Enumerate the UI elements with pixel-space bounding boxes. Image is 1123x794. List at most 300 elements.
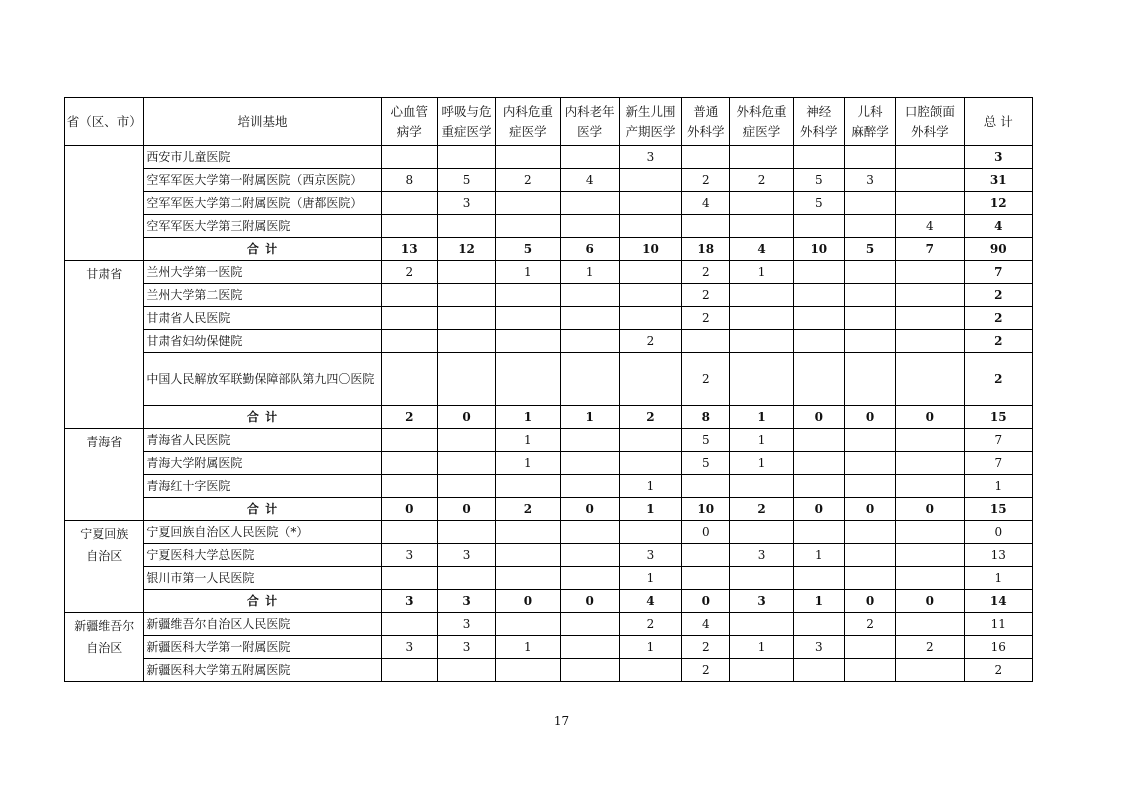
quota-cell: 3	[437, 544, 495, 567]
institution-name: 空军军医大学第一附属医院（西京医院）	[144, 169, 381, 192]
table-row	[65, 544, 1033, 567]
quota-cell	[793, 452, 844, 475]
quota-cell: 3	[437, 192, 495, 215]
quota-cell: 1	[560, 261, 619, 284]
quota-cell: 0	[560, 498, 619, 521]
quota-cell	[793, 429, 844, 452]
institution-name: 甘肃省人民医院	[144, 307, 381, 330]
quota-cell	[793, 307, 844, 330]
quota-cell: 8	[381, 169, 437, 192]
quota-cell	[381, 475, 437, 498]
quota-cell	[730, 475, 793, 498]
quota-cell	[896, 307, 964, 330]
quota-cell	[560, 613, 619, 636]
table-row	[65, 429, 1033, 452]
quota-cell	[896, 353, 964, 406]
quota-cell	[896, 659, 964, 682]
quota-cell: 1	[496, 261, 560, 284]
quota-cell	[560, 353, 619, 406]
subtotal-row	[65, 238, 1033, 261]
quota-cell: 2	[619, 330, 681, 353]
quota-cell	[896, 146, 964, 169]
quota-cell: 1	[730, 261, 793, 284]
quota-cell: 2	[381, 261, 437, 284]
table-row	[65, 613, 1033, 636]
quota-cell	[730, 659, 793, 682]
quota-cell	[619, 284, 681, 307]
table-body	[65, 146, 1033, 682]
quota-cell	[682, 544, 730, 567]
quota-cell	[560, 192, 619, 215]
quota-cell	[844, 521, 895, 544]
row-total-cell: 7	[964, 429, 1032, 452]
column-header: 省（区、市）	[65, 98, 144, 146]
quota-cell	[560, 307, 619, 330]
quota-cell	[560, 146, 619, 169]
quota-cell	[560, 475, 619, 498]
quota-cell	[619, 429, 681, 452]
quota-cell	[619, 261, 681, 284]
quota-cell	[896, 330, 964, 353]
quota-cell: 2	[682, 659, 730, 682]
quota-cell	[381, 307, 437, 330]
quota-cell: 3	[381, 636, 437, 659]
quota-cell: 1	[730, 452, 793, 475]
quota-cell	[896, 521, 964, 544]
institution-name: 甘肃省妇幼保健院	[144, 330, 381, 353]
quota-cell	[896, 567, 964, 590]
quota-cell: 2	[682, 261, 730, 284]
quota-cell	[560, 636, 619, 659]
institution-name: 宁夏医科大学总医院	[144, 544, 381, 567]
quota-cell	[381, 521, 437, 544]
table-row	[65, 307, 1033, 330]
quota-cell: 1	[496, 636, 560, 659]
quota-cell: 5	[793, 192, 844, 215]
quota-cell: 4	[560, 169, 619, 192]
quota-cell: 2	[496, 498, 560, 521]
quota-cell	[844, 659, 895, 682]
quota-cell	[437, 429, 495, 452]
quota-cell	[496, 192, 560, 215]
table-row	[65, 521, 1033, 544]
institution-name: 中国人民解放军联勤保障部队第九四〇医院	[144, 353, 381, 406]
row-total-cell: 7	[964, 261, 1032, 284]
column-header: 口腔颌面 外科学	[896, 98, 964, 146]
quota-cell: 3	[619, 146, 681, 169]
row-total-cell: 15	[964, 498, 1032, 521]
quota-cell	[619, 307, 681, 330]
column-header: 神经 外科学	[793, 98, 844, 146]
quota-cell: 2	[682, 353, 730, 406]
table-row	[65, 659, 1033, 682]
quota-cell	[730, 284, 793, 307]
quota-cell: 1	[793, 544, 844, 567]
table-row	[65, 169, 1033, 192]
quota-cell: 4	[682, 192, 730, 215]
quota-cell	[844, 452, 895, 475]
quota-cell	[437, 261, 495, 284]
quota-cell	[381, 284, 437, 307]
training-base-table	[64, 97, 1033, 682]
quota-cell	[793, 146, 844, 169]
quota-cell: 4	[619, 590, 681, 613]
subtotal-label: 合 计	[144, 406, 381, 429]
quota-cell: 3	[437, 590, 495, 613]
quota-cell	[896, 169, 964, 192]
quota-cell: 0	[896, 498, 964, 521]
quota-cell: 4	[730, 238, 793, 261]
quota-cell: 2	[730, 169, 793, 192]
quota-cell	[844, 544, 895, 567]
quota-cell	[496, 330, 560, 353]
quota-cell	[793, 659, 844, 682]
quota-cell	[682, 146, 730, 169]
subtotal-row	[65, 590, 1033, 613]
row-total-cell: 12	[964, 192, 1032, 215]
quota-cell: 5	[682, 429, 730, 452]
quota-cell: 0	[793, 406, 844, 429]
province-cell: 甘肃省	[65, 261, 144, 429]
quota-cell: 0	[896, 406, 964, 429]
quota-cell	[730, 521, 793, 544]
subtotal-row	[65, 498, 1033, 521]
quota-cell	[496, 521, 560, 544]
quota-cell: 0	[896, 590, 964, 613]
quota-cell	[619, 353, 681, 406]
quota-cell	[381, 452, 437, 475]
quota-cell: 18	[682, 238, 730, 261]
subtotal-row	[65, 406, 1033, 429]
quota-cell	[682, 475, 730, 498]
institution-name: 新疆医科大学第五附属医院	[144, 659, 381, 682]
table-row	[65, 284, 1033, 307]
quota-cell	[496, 284, 560, 307]
row-total-cell: 15	[964, 406, 1032, 429]
quota-cell: 13	[381, 238, 437, 261]
column-header: 内科老年 医学	[560, 98, 619, 146]
quota-cell	[730, 215, 793, 238]
institution-name: 空军军医大学第三附属医院	[144, 215, 381, 238]
row-total-cell: 1	[964, 475, 1032, 498]
quota-cell	[496, 146, 560, 169]
quota-cell	[844, 475, 895, 498]
quota-cell	[381, 353, 437, 406]
quota-cell: 0	[844, 498, 895, 521]
quota-cell	[619, 521, 681, 544]
quota-cell	[496, 613, 560, 636]
quota-cell: 3	[619, 544, 681, 567]
quota-cell: 0	[560, 590, 619, 613]
column-header: 内科危重 症医学	[496, 98, 560, 146]
quota-cell: 8	[682, 406, 730, 429]
quota-cell	[682, 215, 730, 238]
institution-name: 兰州大学第一医院	[144, 261, 381, 284]
institution-name: 银川市第一人民医院	[144, 567, 381, 590]
quota-cell	[896, 284, 964, 307]
row-total-cell: 7	[964, 452, 1032, 475]
province-cell: 青海省	[65, 429, 144, 521]
table-row	[65, 146, 1033, 169]
quota-cell	[896, 475, 964, 498]
row-total-cell: 0	[964, 521, 1032, 544]
quota-cell	[437, 353, 495, 406]
table-row	[65, 330, 1033, 353]
table-row	[65, 261, 1033, 284]
quota-cell: 4	[682, 613, 730, 636]
quota-cell: 2	[496, 169, 560, 192]
quota-cell	[896, 429, 964, 452]
quota-cell	[896, 544, 964, 567]
quota-cell	[619, 169, 681, 192]
row-total-cell: 31	[964, 169, 1032, 192]
institution-name: 宁夏回族自治区人民医院（*）	[144, 521, 381, 544]
quota-cell: 5	[844, 238, 895, 261]
table-row	[65, 215, 1033, 238]
quota-cell	[793, 353, 844, 406]
subtotal-label: 合 计	[144, 498, 381, 521]
quota-cell	[437, 659, 495, 682]
quota-cell: 0	[844, 590, 895, 613]
quota-cell	[793, 475, 844, 498]
quota-cell: 1	[496, 452, 560, 475]
quota-cell: 2	[682, 169, 730, 192]
quota-cell: 3	[381, 544, 437, 567]
subtotal-label: 合 计	[144, 590, 381, 613]
table-row	[65, 192, 1033, 215]
column-header: 外科危重 症医学	[730, 98, 793, 146]
quota-cell	[896, 192, 964, 215]
quota-cell	[560, 452, 619, 475]
quota-cell: 0	[437, 406, 495, 429]
quota-cell: 5	[682, 452, 730, 475]
province-cell: 宁夏回族 自治区	[65, 521, 144, 613]
quota-cell	[560, 567, 619, 590]
quota-cell: 3	[844, 169, 895, 192]
quota-cell	[619, 452, 681, 475]
quota-cell	[437, 475, 495, 498]
institution-name: 青海红十字医院	[144, 475, 381, 498]
table-row	[65, 636, 1033, 659]
row-total-cell: 2	[964, 284, 1032, 307]
institution-name: 青海大学附属医院	[144, 452, 381, 475]
row-total-cell: 11	[964, 613, 1032, 636]
quota-cell: 0	[682, 521, 730, 544]
quota-cell	[896, 261, 964, 284]
quota-cell	[844, 353, 895, 406]
quota-cell	[437, 284, 495, 307]
quota-cell: 3	[381, 590, 437, 613]
institution-name: 青海省人民医院	[144, 429, 381, 452]
table-row	[65, 475, 1033, 498]
institution-name: 空军军医大学第二附属医院（唐都医院）	[144, 192, 381, 215]
quota-cell: 2	[381, 406, 437, 429]
quota-cell	[844, 215, 895, 238]
quota-cell	[844, 192, 895, 215]
quota-cell	[844, 429, 895, 452]
quota-cell	[682, 567, 730, 590]
quota-cell	[730, 613, 793, 636]
quota-cell	[381, 567, 437, 590]
quota-cell: 2	[619, 613, 681, 636]
quota-cell: 3	[437, 636, 495, 659]
quota-cell	[730, 307, 793, 330]
quota-cell	[496, 475, 560, 498]
subtotal-label: 合 计	[144, 238, 381, 261]
column-header: 总 计	[964, 98, 1032, 146]
quota-cell	[619, 659, 681, 682]
quota-cell: 0	[437, 498, 495, 521]
quota-cell	[381, 429, 437, 452]
quota-cell: 1	[619, 636, 681, 659]
quota-cell: 3	[730, 590, 793, 613]
quota-cell: 1	[619, 567, 681, 590]
quota-cell	[793, 567, 844, 590]
column-header: 普通 外科学	[682, 98, 730, 146]
quota-cell: 2	[619, 406, 681, 429]
quota-cell	[560, 544, 619, 567]
quota-cell	[793, 261, 844, 284]
quota-cell	[437, 452, 495, 475]
quota-cell	[844, 636, 895, 659]
province-cell	[65, 146, 144, 261]
quota-cell: 1	[560, 406, 619, 429]
quota-cell	[496, 544, 560, 567]
quota-cell: 10	[619, 238, 681, 261]
row-total-cell: 14	[964, 590, 1032, 613]
quota-cell: 0	[381, 498, 437, 521]
quota-cell: 1	[496, 406, 560, 429]
quota-cell	[844, 146, 895, 169]
quota-cell	[844, 567, 895, 590]
quota-cell	[896, 613, 964, 636]
institution-name: 新疆维吾尔自治区人民医院	[144, 613, 381, 636]
table-row	[65, 353, 1033, 406]
quota-cell: 0	[496, 590, 560, 613]
quota-cell	[793, 330, 844, 353]
quota-cell: 2	[682, 307, 730, 330]
quota-cell: 10	[793, 238, 844, 261]
quota-cell: 3	[793, 636, 844, 659]
province-cell: 新疆维吾尔 自治区	[65, 613, 144, 682]
row-total-cell: 1	[964, 567, 1032, 590]
column-header: 心血管 病学	[381, 98, 437, 146]
quota-cell	[496, 659, 560, 682]
quota-cell: 6	[560, 238, 619, 261]
row-total-cell: 3	[964, 146, 1032, 169]
quota-cell: 1	[730, 406, 793, 429]
quota-cell	[381, 659, 437, 682]
quota-cell	[381, 215, 437, 238]
quota-cell: 3	[437, 613, 495, 636]
quota-cell	[496, 353, 560, 406]
column-header: 儿科 麻醉学	[844, 98, 895, 146]
quota-cell: 5	[793, 169, 844, 192]
quota-cell	[560, 521, 619, 544]
quota-cell	[437, 330, 495, 353]
quota-cell	[496, 215, 560, 238]
quota-cell	[730, 192, 793, 215]
column-header: 新生儿围 产期医学	[619, 98, 681, 146]
quota-cell	[381, 613, 437, 636]
quota-cell: 10	[682, 498, 730, 521]
quota-cell: 2	[896, 636, 964, 659]
quota-cell: 2	[730, 498, 793, 521]
quota-cell: 1	[730, 636, 793, 659]
quota-cell	[730, 567, 793, 590]
row-total-cell: 2	[964, 659, 1032, 682]
quota-cell	[682, 330, 730, 353]
quota-cell: 5	[437, 169, 495, 192]
quota-cell	[793, 215, 844, 238]
quota-cell: 4	[896, 215, 964, 238]
page-number: 17	[553, 714, 570, 728]
row-total-cell: 4	[964, 215, 1032, 238]
institution-name: 西安市儿童医院	[144, 146, 381, 169]
quota-cell	[496, 567, 560, 590]
quota-cell: 0	[793, 498, 844, 521]
quota-cell	[619, 215, 681, 238]
quota-cell: 7	[896, 238, 964, 261]
quota-cell: 1	[793, 590, 844, 613]
row-total-cell: 2	[964, 330, 1032, 353]
quota-cell	[437, 567, 495, 590]
quota-cell: 2	[682, 284, 730, 307]
quota-cell	[560, 659, 619, 682]
institution-name: 新疆医科大学第一附属医院	[144, 636, 381, 659]
quota-cell	[560, 215, 619, 238]
quota-cell: 1	[619, 475, 681, 498]
quota-cell: 3	[730, 544, 793, 567]
quota-cell	[381, 146, 437, 169]
quota-cell	[793, 521, 844, 544]
column-header: 呼吸与危 重症医学	[437, 98, 495, 146]
quota-cell: 5	[496, 238, 560, 261]
quota-cell	[437, 521, 495, 544]
column-header: 培训基地	[144, 98, 381, 146]
quota-cell	[793, 284, 844, 307]
quota-cell	[437, 307, 495, 330]
institution-name: 兰州大学第二医院	[144, 284, 381, 307]
quota-cell: 1	[730, 429, 793, 452]
row-total-cell: 16	[964, 636, 1032, 659]
quota-cell: 0	[682, 590, 730, 613]
quota-cell	[496, 307, 560, 330]
quota-cell	[896, 452, 964, 475]
quota-cell: 2	[682, 636, 730, 659]
quota-cell	[381, 330, 437, 353]
quota-cell	[730, 353, 793, 406]
quota-cell: 12	[437, 238, 495, 261]
quota-cell	[844, 261, 895, 284]
quota-cell	[381, 192, 437, 215]
table-row	[65, 452, 1033, 475]
quota-cell	[730, 146, 793, 169]
quota-cell	[844, 330, 895, 353]
quota-cell: 2	[844, 613, 895, 636]
quota-cell: 1	[496, 429, 560, 452]
quota-cell: 1	[619, 498, 681, 521]
row-total-cell: 2	[964, 353, 1032, 406]
table-row	[65, 567, 1033, 590]
row-total-cell: 90	[964, 238, 1032, 261]
quota-cell	[560, 330, 619, 353]
quota-cell	[437, 215, 495, 238]
quota-cell: 0	[844, 406, 895, 429]
quota-cell	[844, 284, 895, 307]
quota-cell	[793, 613, 844, 636]
table-header-row	[65, 98, 1033, 146]
